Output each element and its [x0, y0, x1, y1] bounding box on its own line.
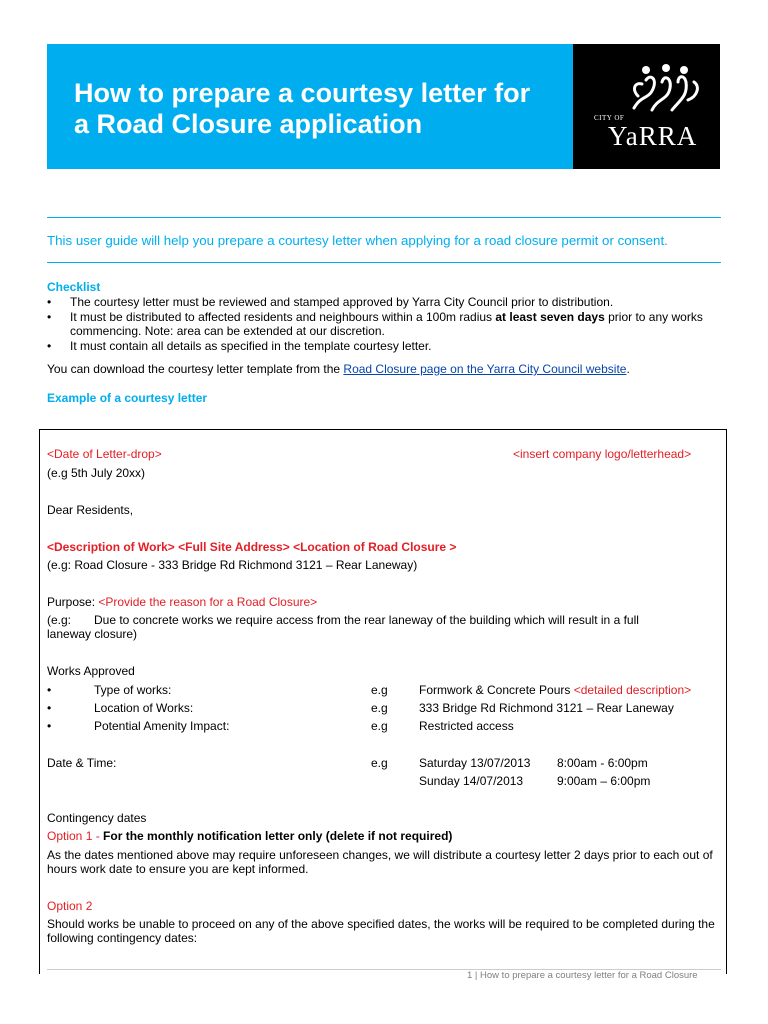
- divider-bottom: [47, 262, 721, 263]
- works-type-value: Formwork & Concrete Pours <detailed description>: [419, 683, 692, 697]
- salutation: Dear Residents,: [47, 503, 134, 517]
- bullet: •: [47, 719, 52, 733]
- option-2-label: Option 2: [47, 899, 93, 913]
- option-1-note: For the monthly notification letter only (delete if not required): [103, 829, 453, 843]
- date-2: Sunday 14/07/2013: [419, 774, 524, 788]
- checklist-item: • It must be distributed to affected residents and neighbours within a 100m radius at least seven days prior to any works commencing. Note: area can be extended at our discretion.: [47, 310, 717, 339]
- purpose-eg: (e.g:: [47, 613, 72, 627]
- works-impact-eg: e.g: [371, 719, 388, 733]
- option-1-text: As the dates mentioned above may require unforeseen changes, we will distribute a courtesy letter 2 days prior to each out of hours work date to ensure you are kept informed.: [47, 848, 713, 876]
- download-text: You can download the courtesy letter template from the Road Closure page on the Yarra City Council website.: [47, 362, 630, 376]
- time-2: 9:00am – 6:00pm: [557, 774, 651, 788]
- logo-placeholder: <insert company logo/letterhead>: [513, 447, 692, 461]
- works-location-label: Location of Works:: [94, 701, 194, 715]
- logo-yarra-wordmark: YaRRA: [608, 121, 698, 151]
- works-type-label: Type of works:: [94, 683, 172, 697]
- works-impact-value: Restricted access: [419, 719, 514, 733]
- contingency-heading: Contingency dates: [47, 811, 147, 825]
- divider-top: [47, 217, 721, 218]
- bullet: •: [47, 683, 52, 697]
- checklist: [47, 295, 717, 353]
- purpose-placeholder: <Provide the reason for a Road Closure>: [98, 595, 318, 609]
- time-1: 8:00am - 6:00pm: [557, 756, 648, 770]
- option-1-line: Option 1 - For the monthly notification letter only (delete if not required): [47, 829, 453, 843]
- date-placeholder: <Date of Letter-drop>: [47, 447, 162, 461]
- description-placeholder: <Description of Work> <Full Site Address> <Location of Road Closure >: [47, 540, 457, 554]
- example-heading: Example of a courtesy letter: [47, 391, 208, 405]
- option-2-text: Should works be unable to proceed on any of the above specified dates, the works will be required to be completed during the following contingency dates:: [47, 917, 715, 945]
- yarra-figures-logo-icon: [628, 60, 704, 118]
- works-impact-label: Potential Amenity Impact:: [94, 719, 230, 733]
- option-1-label: Option 1: [47, 829, 93, 843]
- date-1: Saturday 13/07/2013: [419, 756, 531, 770]
- title-line-2: a Road Closure application: [74, 109, 423, 139]
- bullet: •: [47, 701, 52, 715]
- intro-text: This user guide will help you prepare a courtesy letter when applying for a road closure permit or consent.: [47, 233, 668, 248]
- purpose-example: Due to concrete works we require access from the rear laneway of the building which will result in a full: [94, 613, 639, 627]
- works-location-value: 333 Bridge Rd Richmond 3121 – Rear Laneway: [419, 701, 674, 715]
- works-type-note: <detailed description>: [573, 683, 692, 697]
- logo-city-of: CITY OF: [594, 114, 625, 122]
- purpose-example-continued: laneway closure): [47, 627, 138, 641]
- page-footer: 1 | How to prepare a courtesy letter for a Road Closure: [467, 970, 698, 981]
- datetime-eg: e.g: [371, 756, 388, 770]
- works-approved-heading: Works Approved: [47, 664, 135, 678]
- description-example: (e.g: Road Closure - 333 Bridge Rd Richmond 3121 – Rear Laneway): [47, 558, 418, 572]
- title-line-1: How to prepare a courtesy letter for: [74, 78, 531, 108]
- checklist-heading: Checklist: [47, 280, 101, 294]
- works-type-eg: e.g: [371, 683, 388, 697]
- datetime-label: Date & Time:: [47, 756, 117, 770]
- purpose-line: Purpose: <Provide the reason for a Road Closure>: [47, 595, 318, 609]
- checklist-item: • The courtesy letter must be reviewed and stamped approved by Yarra City Council prior to distribution.: [47, 295, 717, 310]
- checklist-item: • It must contain all details as specified in the template courtesy letter.: [47, 339, 717, 354]
- page-title: [74, 78, 574, 140]
- road-closure-page-link[interactable]: Road Closure page on the Yarra City Council website: [343, 362, 627, 376]
- works-location-eg: e.g: [371, 701, 388, 715]
- date-example: (e.g 5th July 20xx): [47, 466, 146, 480]
